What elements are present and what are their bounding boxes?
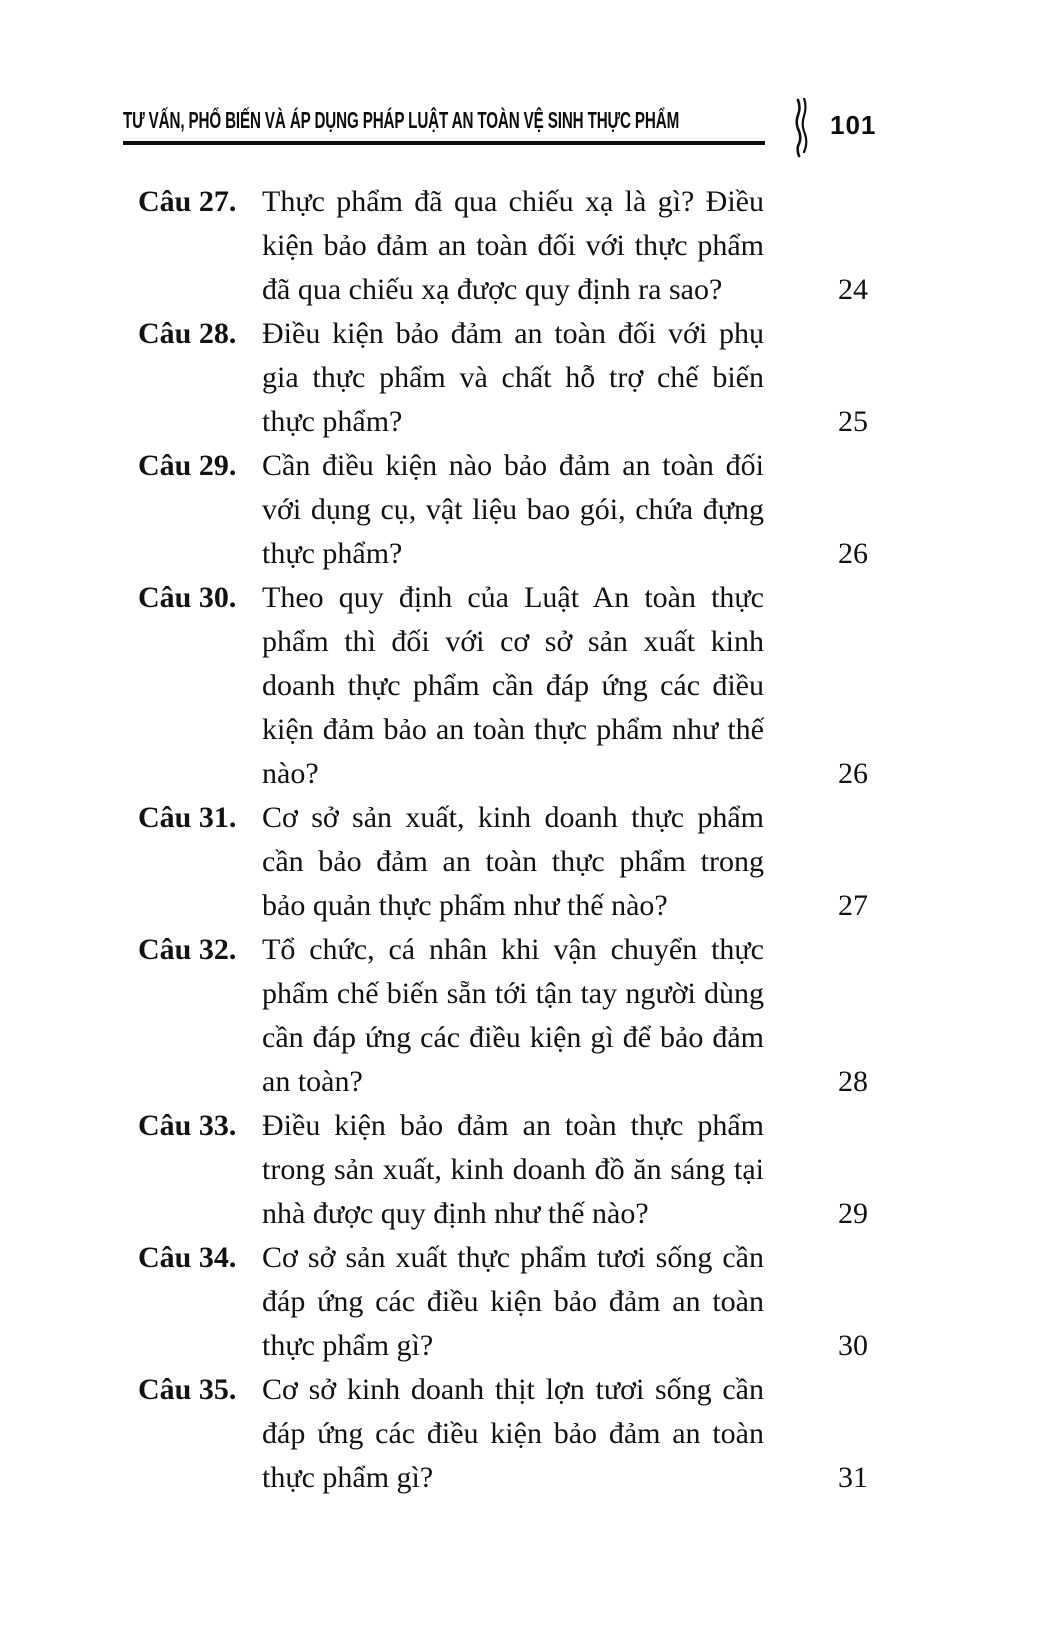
toc-entry-text: Điều kiện bảo đảm an toàn đối với phụ gia thực phẩm và chất hỗ trợ chế biến thực phẩm?	[262, 317, 764, 438]
toc-entry	[138, 928, 868, 1104]
toc-entry	[138, 1236, 868, 1368]
toc-entry-text: Tổ chức, cá nhân khi vận chuyển thực phẩm chế biến sẵn tới tận tay người dùng cần đáp ứng các điều kiện gì để bảo đảm an toàn?	[262, 933, 764, 1098]
toc-entry	[138, 180, 868, 312]
toc-entry-text: Cơ sở sản xuất thực phẩm tươi sống cần đáp ứng các điều kiện bảo đảm an toàn thực phẩm gì?	[262, 1241, 764, 1362]
toc-list	[138, 180, 868, 1500]
toc-entry	[138, 312, 868, 444]
toc-entry-page-number: 30	[838, 1329, 868, 1362]
toc-entry	[138, 444, 868, 576]
toc-entry-text: Thực phẩm đã qua chiếu xạ là gì? Điều kiện bảo đảm an toàn đối với thực phẩm đã qua chiếu xạ được quy định ra sao?	[262, 185, 764, 306]
toc-entry-text: Cơ sở sản xuất, kinh doanh thực phẩm cần bảo đảm an toàn thực phẩm trong bảo quản thực phẩm như thế nào?	[262, 801, 764, 922]
toc-entry-label: Câu 34.	[138, 1241, 237, 1274]
toc-entry-label: Câu 32.	[138, 933, 237, 966]
toc-entry-page-number: 27	[838, 889, 868, 922]
toc-entry-page-number: 26	[838, 537, 868, 570]
toc-entry-label: Câu 31.	[138, 801, 237, 834]
toc-entry	[138, 576, 868, 796]
toc-entry-label: Câu 30.	[138, 581, 237, 614]
toc-entry-label: Câu 35.	[138, 1373, 237, 1406]
toc-entry-page-number: 25	[838, 405, 868, 438]
toc-entry-label: Câu 29.	[138, 449, 237, 482]
toc-entry-text: Theo quy định của Luật An toàn thực phẩm thì đối với cơ sở sản xuất kinh doanh thực phẩm cần đáp ứng các điều kiện đảm bảo an toàn thực phẩm như thế nào?	[262, 581, 764, 790]
running-header-title: TƯ VẤN, PHỔ BIẾN VÀ ÁP DỤNG PHÁP LUẬT AN TOÀN VỆ SINH THỰC PHẨM	[123, 107, 680, 133]
toc-entry	[138, 796, 868, 928]
toc-entry-page-number: 26	[838, 757, 868, 790]
toc-entry-text: Điều kiện bảo đảm an toàn thực phẩm trong sản xuất, kinh doanh đồ ăn sáng tại nhà được quy định như thế nào?	[262, 1109, 764, 1230]
page-number: 101	[830, 110, 877, 140]
toc-entry-page-number: 31	[838, 1461, 868, 1494]
toc-entry	[138, 1368, 868, 1500]
toc-entry-page-number: 28	[838, 1065, 868, 1098]
toc-entry	[138, 1104, 868, 1236]
toc-entry-label: Câu 27.	[138, 185, 237, 218]
toc-entry-page-number: 29	[838, 1197, 868, 1230]
header-rule	[123, 141, 765, 145]
toc-entry-page-number: 24	[838, 273, 868, 306]
decorative-separator-icon	[791, 98, 813, 158]
toc-entry-label: Câu 33.	[138, 1109, 237, 1142]
toc-entry-label: Câu 28.	[138, 317, 237, 350]
toc-entry-text: Cơ sở kinh doanh thịt lợn tươi sống cần đáp ứng các điều kiện bảo đảm an toàn thực phẩm gì?	[262, 1373, 764, 1494]
toc-entry-text: Cần điều kiện nào bảo đảm an toàn đối với dụng cụ, vật liệu bao gói, chứa đựng thực phẩm?	[262, 449, 764, 570]
